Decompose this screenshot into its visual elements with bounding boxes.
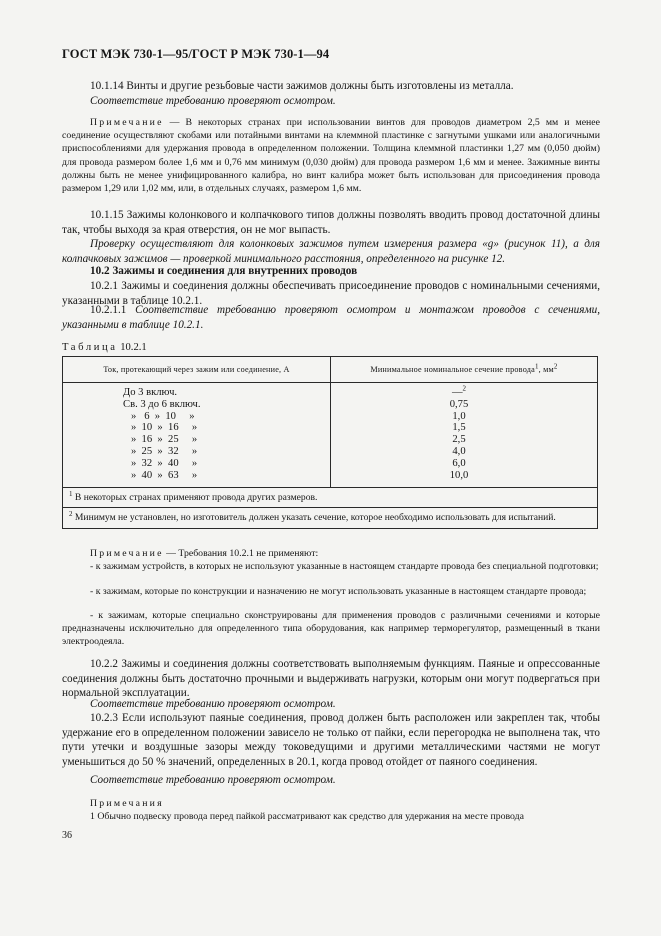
table-header-section: Минимальное номинальное сечение провода$^1$, $мм^2$ [331,357,598,383]
clause-10-2-1-1-text: Соответствие требованию проверяют осмотром и монтажом проводов с сечениями, указанными в таблице 10.2.1. [62,304,600,331]
table-row-section: 4,0 [452,445,466,457]
note-2-intro: — Требования 10.2.1 не применяют: [163,548,319,559]
document-header: ГОСТ МЭК 730-1—95/ГОСТ Р МЭК 730-1—94 [62,47,330,61]
table-row-current: » 6 » 10 » [123,410,195,422]
note-2-item: - к зажимам устройств, в которых не используют указанные в настоящем стандарте провода без специальной подготовки; [90,561,599,572]
clause-10-1-15: 10.1.15 Зажимы колонкового и колпачкового типов должны позволять вводить провод достаточной длины так, чтобы выходя за края отверстия, он не мог выпасть. [62,209,600,236]
table-row-section: 2,5 [452,434,466,446]
notes-3-label: Примечания [90,798,164,809]
note-1-text: — В некоторых странах при использовании винтов для проводов диаметром 2,5 мм и менее соединение осуществляют скобами или потайными винтами на клеммной пластинке с загнутыми ушками или аналогичными приспособлениями для удержания провода в определенном положении. Толщина клеммной пластинки 1,27 мм (0,050 дюйм) для провода размером более 1,6 мм и 0,76 мм минимум (0,030 дюйм) для провода размером 1,6 мм и менее. Зажимные винты должны быть не менее унифицированного калибра, но винт калибра может быть использован для присоединения провода размером 1,29 или 1,02 мм, или, в отдельных случаях, размером 1,6 мм. [62,117,600,195]
table-footnote-2: $^2$ Минимум не установлен, но изготовитель должен указать сечение, которое необходимо использовать для испытаний. [63,508,598,528]
table-row-section: 10,0 [449,469,469,481]
table-column-section [331,383,598,488]
table-row-section: —$^2$ [451,384,467,398]
clause-10-1-14: 10.1.14 Винты и другие резьбовые части зажимов должны быть изготовлены из металла. [90,80,514,92]
table-row-section: 0,75 [449,398,469,410]
note-2 [62,547,600,560]
section-10-2-title: 10.2 Зажимы и соединения для внутренних проводов [90,265,358,277]
clause-10-2-1-1 [62,303,600,332]
table-row-current: » 40 » 63 » [123,469,198,481]
table-row-section: 1,5 [452,422,466,434]
table-row-current: » 32 » 40 » [123,457,198,469]
clause-10-2-2-check: Соответствие требованию проверяют осмотром. [90,698,336,710]
clause-10-2-3: 10.2.3 Если используют паяные соединения, провод должен быть расположен или закреплен так, чтобы удержание его в определенном положении зависело не только от пайки, если перегородка не выполнена так, что пути утечки и воздушные зазоры между токоведущими и другими металлическими частями не могут уменьшиться до 50 % значений, определенных в 20.1, когда провод отойдет от паяного соединения. [62,712,600,768]
clause-10-2-2: 10.2.2 Зажимы и соединения должны соответствовать выполняемым функциям. Паяные и опрессованные соединения должны быть достаточно прочными и выдерживать нагрузки, которым они могут подвергаться при нормальной эксплуатации. [62,658,600,700]
table-row-current: Св. 3 до 6 включ. [123,398,201,410]
note-1-label: Примечание [90,117,164,128]
clause-10-2-3-check: Соответствие требованию проверяют осмотром. [90,774,336,786]
table-header-current: Ток, протекающий через зажим или соединение, А [63,357,331,383]
table-caption-label: Таблица [62,342,118,353]
clause-10-2-1-1-number: 10.2.1.1 [90,304,136,316]
note-2-label: Примечание [90,548,164,559]
table-column-current [63,383,331,488]
table-row-current: » 25 » 32 » [123,445,198,457]
table-row-section: 6,0 [452,457,466,469]
page-number: 36 [62,830,72,841]
table-row-section: 1,0 [452,410,466,422]
note-1 [62,116,600,195]
table-10-2-1 [62,356,598,529]
note-2-item: - к зажимам, которые по конструкции и назначению не могут использовать указанные в настоящем стандарте провода; [90,586,587,597]
clause-10-1-15-check: Проверку осуществляют для колонковых зажимов путем измерения размера «g» (рисунок 11), а для колпачковых зажимов — проверкой минимального расстояния, определенного на рисунке 12. [62,238,600,265]
clause-10-2-1: 10.2.1 Зажимы и соединения должны обеспечивать присоединение проводов с номинальными сечениями, указанными в таблице 10.2.1. [62,280,600,307]
clause-10-1-14-check: Соответствие требованию проверяют осмотром. [90,95,336,107]
table-footnote-1: $^1$ В некоторых странах применяют провода других размеров. [63,488,598,508]
table-row-current: » 16 » 25 » [123,434,198,446]
table-caption-number: 10.2.1 [117,342,147,353]
note-2-item: - к зажимам, которые специально сконструированы для применения проводов с различными сечениями и которые предназначены исключительно для определенного типа оборудования, как например терморегулятор, размещенный в ткани электроодеяла. [62,610,600,648]
table-row-current: » 10 » 16 » [123,422,198,434]
table-caption [62,342,147,353]
table-row-current: До 3 включ. [123,387,178,398]
notes-3-item: 1 Обычно подвеску провода перед пайкой рассматривают как средство для удержания на месте провода [90,811,524,822]
